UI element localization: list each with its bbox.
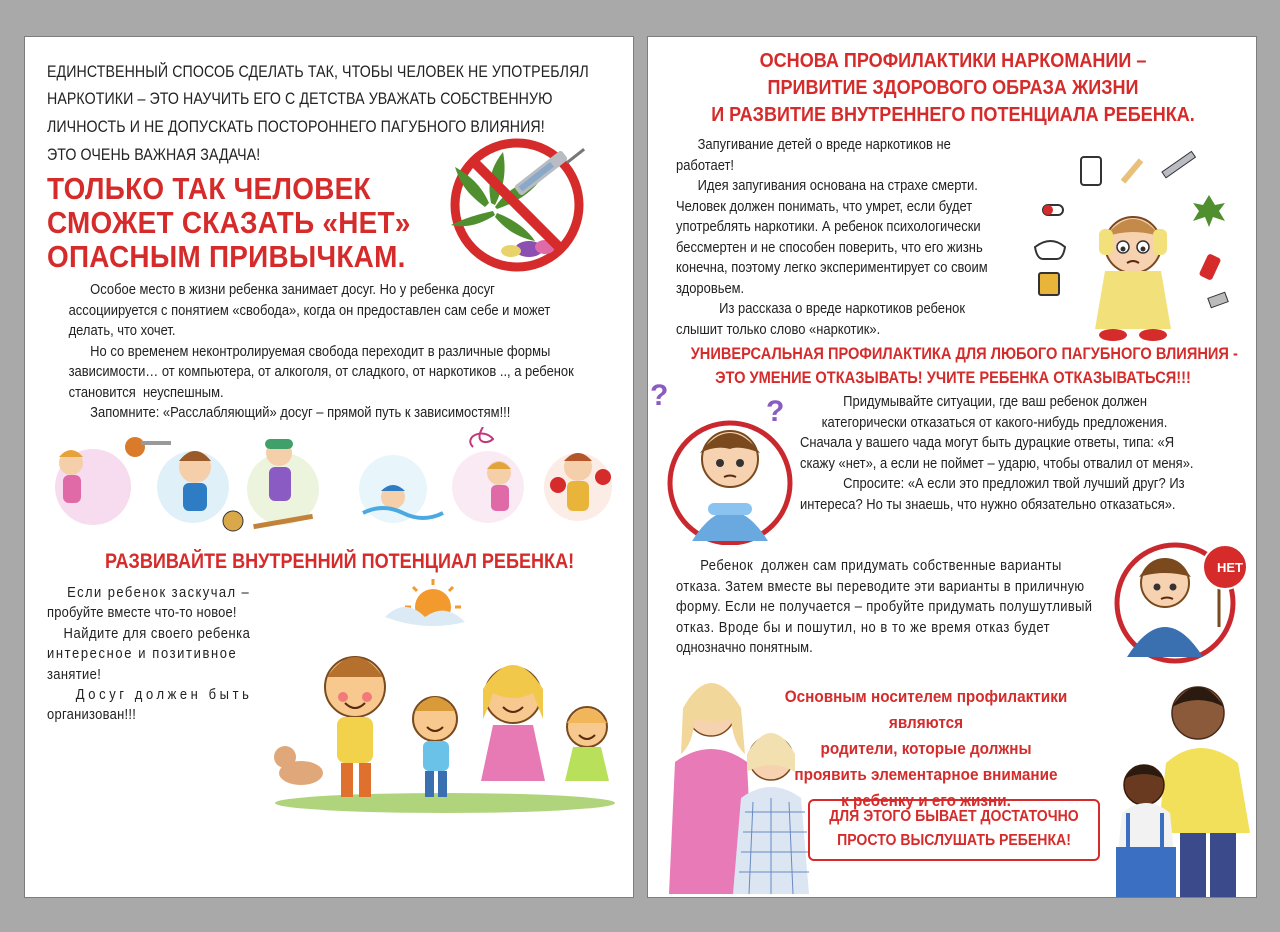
main-title-line-1: ОСНОВА ПРОФИЛАКТИКИ НАРКОМАНИИ – (759, 49, 1147, 72)
leisure-line: Особое место в жизни ребенка занимает досуг. Но у ребенка досуг (47, 282, 495, 298)
parents-line-4: к ребенку и его жизни. (841, 791, 1011, 810)
variants-line: форму. Если не получается – пробуйте придумать полушутливый (676, 599, 1093, 615)
leisure-line: делать, что хочет. (47, 323, 176, 339)
fear-line: здоровьем. (676, 280, 745, 297)
potential-line: Если ребенок заскучал – (47, 585, 251, 601)
potential-line: Досуг должен быть (47, 687, 253, 704)
parents-line-1: Основным носителем профилактики являются (784, 687, 1068, 732)
situations-line: категорически отказаться от какого-нибудь предложения. (800, 414, 1168, 431)
situations-paragraph (800, 392, 1250, 515)
intro-line-1: ЕДИНСТВЕННЫЙ СПОСОБ СДЕЛАТЬ ТАК, ЧТОБЫ ЧЕЛОВЕК НЕ УПОТРЕБЛЯЛ (47, 63, 589, 81)
no-sign-label: НЕТ (1217, 560, 1243, 575)
situations-line: Придумывайте ситуации, где ваш ребенок должен (800, 394, 1148, 410)
fear-line: Запугивание детей о вреде наркотиков не (676, 137, 951, 153)
leisure-line: становится неуспешным. (47, 384, 224, 401)
situations-line: Спросите: «А если это предложил твой лучший друг? Из (800, 476, 1185, 492)
potential-line: организован!!! (47, 707, 137, 724)
variants-line: однозначно понятным. (676, 640, 813, 656)
potential-line: пробуйте вместе что-то новое! (47, 605, 237, 622)
leisure-line: зависимости… от компьютера, от алкоголя, от сладкого, от наркотиков .., а ребенок (47, 364, 574, 380)
fear-line: работает! (676, 157, 735, 174)
svg-text:?: ? (650, 379, 669, 412)
parents-text (746, 684, 1106, 814)
headline-line-1: ТОЛЬКО ТАК ЧЕЛОВЕК (47, 171, 371, 206)
intro-line-2: НАРКОТИКИ – ЭТО НАУЧИТЬ ЕГО С ДЕТСТВА УВАЖАТЬ СОБСТВЕННУЮ (47, 90, 553, 108)
potential-line: интересное и позитивное (47, 646, 238, 663)
headline-line-2: СМОЖЕТ СКАЗАТЬ «НЕТ» (47, 205, 411, 240)
potential-line: занятие! (47, 666, 102, 683)
left-page (24, 36, 634, 898)
universal-title-line-1: УНИВЕРСАЛЬНАЯ ПРОФИЛАКТИКА ДЛЯ ЛЮБОГО ПАГУБНОГО ВЛИЯНИЯ - (690, 344, 1238, 363)
headline-line-3: ОПАСНЫМ ПРИВЫЧКАМ. (47, 239, 406, 274)
listen-text (808, 805, 1100, 853)
main-title-line-2: ПРИВИТИЕ ЗДОРОВОГО ОБРАЗА ЖИЗНИ (767, 76, 1139, 99)
situations-line: скажу «нет», а если не поймет – ударю, чтобы отвалил от меня». (800, 455, 1194, 472)
potential-line: Найдите для своего ребенка (47, 625, 251, 642)
main-title-line-3: И РАЗВИТИЕ ВНУТРЕННЕГО ПОТЕНЦИАЛА РЕБЕНКА. (711, 103, 1195, 126)
situations-line: Сначала у вашего чада могут быть дурацкие ответы, типа: «Я (800, 435, 1175, 451)
situations-line: интереса? Но ты знаешь, что нужно обязательно отказаться». (800, 496, 1176, 513)
parents-line-2: родители, которые должны (820, 739, 1032, 758)
leisure-paragraph (47, 280, 627, 424)
variants-line: отказа. Затем вместе вы переводите эти варианты в приличную (676, 578, 1085, 595)
main-title (648, 47, 1257, 128)
leisure-line: Запомните: «Расслабляющий» досуг – прямой путь к зависимостям!!! (47, 405, 511, 421)
thinking-boy-illustration (648, 375, 808, 545)
potential-title: РАЗВИВАЙТЕ ВНУТРЕННИЙ ПОТЕНЦИАЛ РЕБЕНКА! (105, 550, 575, 573)
leisure-line: ассоциируется с понятием «свобода», когда он предоставлен сам себе и может (47, 302, 551, 319)
listen-line-2: ПРОСТО ВЫСЛУШАТЬ РЕБЕНКА! (837, 832, 1071, 849)
no-drugs-sign-icon (445, 137, 595, 272)
svg-text:?: ? (766, 395, 785, 428)
variants-line: Ребенок должен сам придумать собственные варианты (676, 558, 1062, 574)
fear-paragraph (676, 135, 1076, 340)
father-son-illustration (1088, 667, 1257, 898)
fear-line: Из рассказа о вреде наркотиков ребенок (676, 301, 966, 317)
listen-line-1: ДЛЯ ЭТОГО БЫВАЕТ ДОСТАТОЧНО (829, 808, 1079, 825)
right-page (647, 36, 1257, 898)
variants-paragraph (676, 556, 1116, 659)
universal-title-line-2: ЭТО УМЕНИЕ ОТКАЗЫВАТЬ! УЧИТЕ РЕБЕНКА ОТКАЗЫВАТЬСЯ!!! (715, 368, 1191, 387)
fear-line: Идея запугивания основана на страхе смерти. (676, 178, 978, 194)
fear-line: употреблять наркотики. А ребенок психологически (676, 219, 981, 235)
kids-activities-illustration (43, 427, 618, 537)
intro-line-3: ЛИЧНОСТЬ И НЕ ДОПУСКАТЬ ПОСТОРОННЕГО ПАГУБНОГО ВЛИЯНИЯ! (47, 118, 545, 136)
fear-line: слышит только слово «наркотик». (676, 321, 881, 338)
scared-child-illustration (1033, 145, 1243, 345)
boy-with-no-sign-illustration (1103, 517, 1253, 667)
leisure-line: Но со временем неконтролируемая свобода переходит в различные формы (47, 343, 551, 360)
parents-line-3: проявить элементарное внимание (794, 765, 1058, 784)
intro-line-4: ЭТО ОЧЕНЬ ВАЖНАЯ ЗАДАЧА! (47, 146, 261, 164)
fear-line: бессмертен и не способен поверить, что его жизнь (676, 239, 983, 256)
happy-family-illustration (265, 577, 625, 817)
fear-line: конечна, поэтому легко экспериментирует со своим (676, 260, 988, 276)
variants-line: отказ. Вроде бы и пошутил, но в то же время отказ будет (676, 619, 1051, 636)
fear-line: Человек должен понимать, что умрет, если будет (676, 198, 973, 215)
